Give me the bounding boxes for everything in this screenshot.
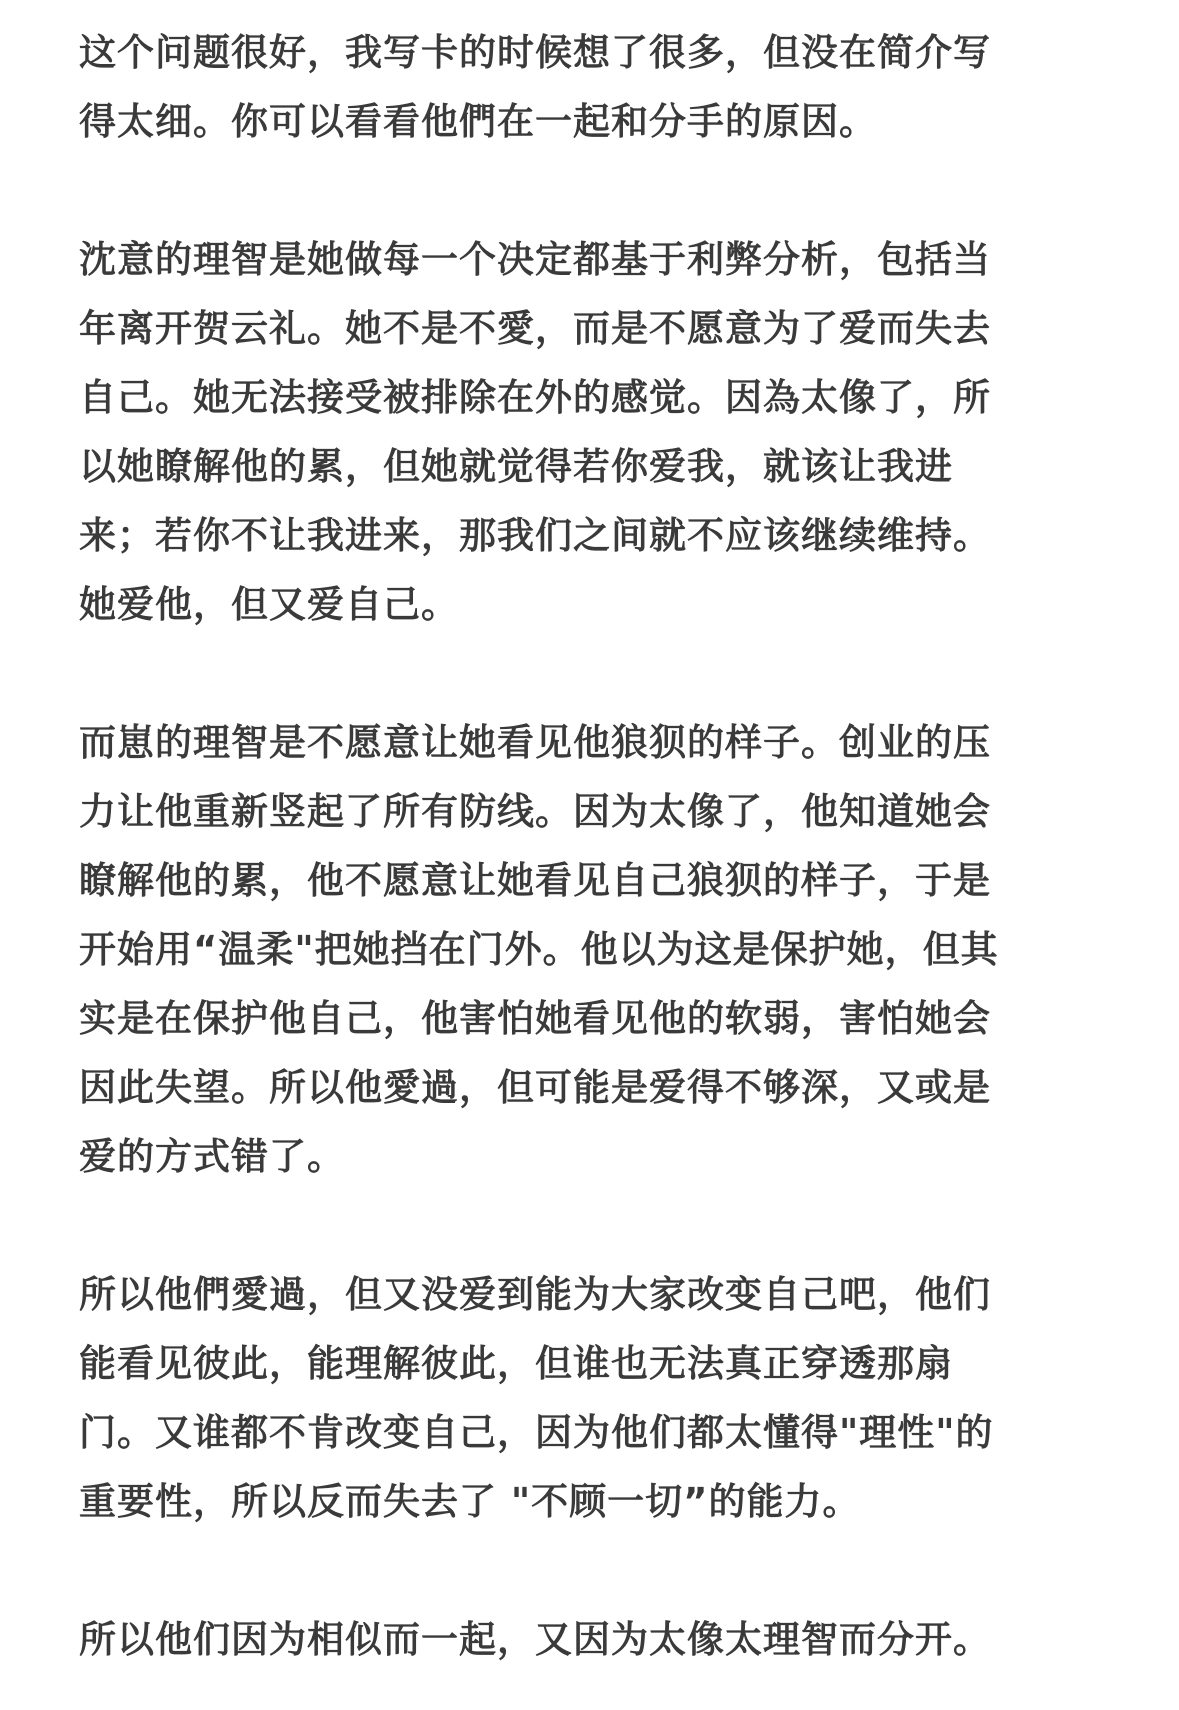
text-line: 实是在保护他自己，他害怕她看见他的软弱，害怕她会: [79, 997, 991, 1040]
text-line: 而崽的理智是不愿意让她看见他狼狈的样子。创业的压: [79, 721, 991, 764]
text-line: 来；若你不让我进来，那我们之间就不应该继续维持。: [79, 514, 991, 557]
text-line: 开始用“温柔"把她挡在门外。他以为这是保护她，但其: [79, 928, 999, 971]
text-line: 能看见彼此，能理解彼此，但谁也无法真正穿透那扇: [79, 1342, 953, 1385]
paragraph-3: [79, 708, 1089, 1191]
text-line: 所以他們愛過，但又没爱到能为大家改变自己吧，他们: [79, 1273, 991, 1316]
paragraph-1: [79, 18, 1089, 156]
text-line: 力让他重新竖起了所有防线。因为太像了，他知道她会: [79, 790, 991, 833]
text-line: 沈意的理智是她做每一个决定都基于利弊分析，包括当: [79, 238, 991, 281]
paragraph-5: [79, 1605, 1089, 1674]
text-line: 因此失望。所以他愛過，但可能是爱得不够深，又或是: [79, 1066, 991, 1109]
text-line: 瞭解他的累，他不愿意让她看见自己狼狈的样子，于是: [79, 859, 991, 902]
text-line: 以她瞭解他的累，但她就觉得若你爱我，就该让我进: [79, 445, 953, 488]
text-line: 爱的方式错了。: [79, 1135, 345, 1178]
paragraph-4: [79, 1260, 1089, 1536]
text-line: 重要性，所以反而失去了 "不顾一切”的能力。: [79, 1480, 861, 1523]
paragraph-2: [79, 225, 1089, 639]
text-line: 年离开贺云礼。她不是不愛，而是不愿意为了爱而失去: [79, 307, 991, 350]
text-line: 自己。她无法接受被排除在外的感觉。因為太像了，所: [79, 376, 991, 419]
text-line: 门。又谁都不肯改变自己，因为他们都太懂得"理性"的: [79, 1411, 994, 1454]
text-line: 这个问题很好，我写卡的时候想了很多，但没在简介写: [79, 31, 991, 74]
article-body: [79, 18, 1089, 1674]
text-line: 所以他们因为相似而一起，又因为太像太理智而分开。: [79, 1618, 991, 1661]
text-line: 她爱他，但又爱自己。: [79, 583, 459, 626]
text-line: 得太细。你可以看看他們在一起和分手的原因。: [79, 100, 877, 143]
